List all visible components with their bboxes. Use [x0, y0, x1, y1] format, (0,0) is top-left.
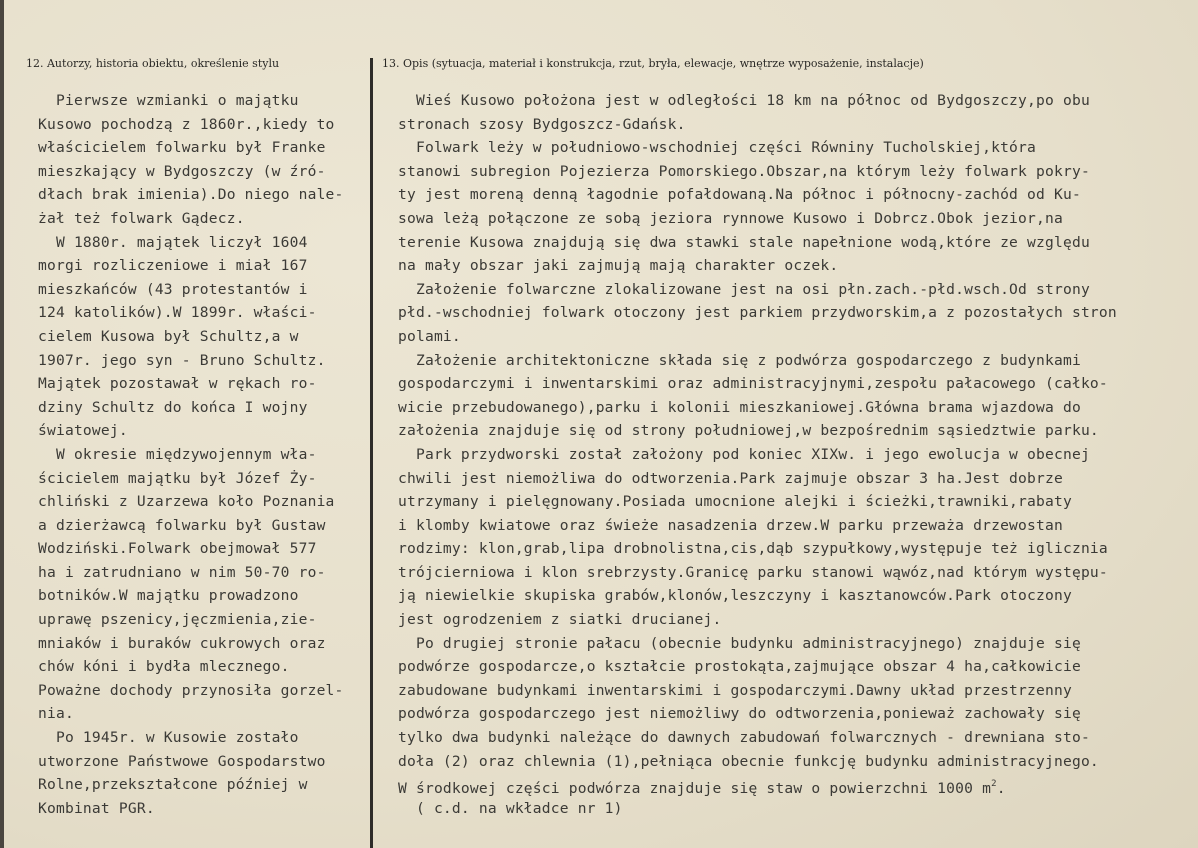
- text-line-content: cielem Kusowa był Schultz,a w: [38, 327, 299, 345]
- text-line-content: Majątek pozostawał w rękach ro-: [38, 375, 317, 393]
- text-line: [398, 183, 1198, 207]
- text-line: [38, 89, 370, 113]
- text-line: [38, 797, 370, 821]
- text-line: [38, 183, 370, 207]
- text-line-content: Założenie folwarczne zlokalizowane jest na osi płn.zach.-płd.wsch.Od strony: [398, 280, 1090, 298]
- text-line-content: Kusowo pochodzą z 1860r.,kiedy to: [38, 115, 335, 133]
- text-line-content: podwórze gospodarcze,o kształcie prostokąta,zajmujące obszar 4 ha,całkowicie: [398, 658, 1081, 676]
- text-line-content: na mały obszar jaki zajmują mają charakter oczek.: [398, 257, 839, 275]
- text-line: [398, 726, 1198, 750]
- text-line: [38, 773, 370, 797]
- text-line-content: gospodarczymi i inwentarskimi oraz administracyjnymi,zespołu pałacowego (całko-: [398, 375, 1108, 393]
- text-line-content: podwórza gospodarczego jest niemożliwy do odtworzenia,ponieważ zachowały się: [398, 705, 1081, 723]
- text-line: [398, 679, 1198, 703]
- text-line: [38, 301, 370, 325]
- text-line-content: ( c.d. na wkładce nr 1): [398, 799, 623, 817]
- text-line-content: Po drugiej stronie pałacu (obecnie budynku administracyjnego) znajduje się: [398, 634, 1081, 652]
- text-line: [398, 584, 1198, 608]
- text-line-content: terenie Kusowa znajdują się dwa stawki stale napełnione wodą,które ze względu: [398, 233, 1090, 251]
- text-line-content: i klomby kwiatowe oraz świeże nasadzenia drzew.W parku przeważa drzewostan: [398, 516, 1063, 534]
- text-line: [38, 396, 370, 420]
- text-line-content: Wieś Kusowo położona jest w odległości 18 km na północ od Bydgoszczy,po obu: [398, 92, 1090, 109]
- text-line-content: światowej.: [38, 422, 128, 440]
- text-line-content: trójcierniowa i klon srebrzysty.Granicę parku stanowi wąwóz,nad którym występu-: [398, 563, 1108, 581]
- text-line-content: zabudowane budynkami inwentarskimi i gospodarczymi.Dawny układ przestrzenny: [398, 681, 1072, 699]
- text-line: [38, 490, 370, 514]
- page-edge: [0, 0, 4, 848]
- superscript-suffix: .: [996, 780, 1006, 798]
- text-line: [398, 136, 1198, 160]
- text-line: [398, 750, 1198, 774]
- text-line-content: stanowi subregion Pojezierza Pomorskiego.Obszar,na którym leży folwark pokry-: [398, 162, 1090, 180]
- text-line: [398, 278, 1198, 302]
- text-line-content: jest ogrodzeniem z siatki drucianej.: [398, 611, 722, 629]
- text-line: [38, 467, 370, 491]
- text-line-content: botników.W majątku prowadzono: [38, 587, 299, 605]
- text-line: [398, 396, 1198, 420]
- text-line-content: ty jest moreną denną łagodnie pofałdowaną.Na północ i północny-zachód od Ku-: [398, 186, 1081, 204]
- text-line-content: Poważne dochody przynosiła gorzel-: [38, 681, 344, 699]
- text-line-content: 124 katolików).W 1899r. właści-: [38, 304, 317, 322]
- text-line-content: mieszkający w Bydgoszczy (w źró-: [38, 162, 326, 180]
- text-line: [398, 655, 1198, 679]
- text-line-content: chwili jest niemożliwa do odtworzenia.Park zajmuje obszar 3 ha.Jest dobrze: [398, 469, 1063, 487]
- text-line: [38, 443, 370, 467]
- text-line-content: morgi rozliczeniowe i miał 167: [38, 257, 308, 275]
- text-line: [398, 254, 1198, 278]
- text-line: [398, 301, 1198, 325]
- text-line: [38, 113, 370, 137]
- text-line: [38, 325, 370, 349]
- text-line: [398, 89, 1198, 113]
- text-line-content: dziny Schultz do końca I wojny: [38, 398, 308, 416]
- text-line-content: ścicielem majątku był Józef Ży-: [38, 469, 317, 487]
- text-line-content: utworzone Państwowe Gospodarstwo: [38, 752, 326, 770]
- text-line-content: 1907r. jego syn - Bruno Schultz.: [38, 351, 326, 369]
- text-line-content: uprawę pszenicy,jęczmienia,zie-: [38, 611, 317, 629]
- text-line: [398, 561, 1198, 585]
- text-line-content: chów kóni i bydła mlecznego.: [38, 658, 290, 676]
- text-line-content: Rolne,przekształcone później w: [38, 776, 308, 794]
- text-line: [398, 608, 1198, 632]
- text-line-content: polami.: [398, 327, 461, 345]
- text-line-content: Folwark leży w południowo-wschodniej części Równiny Tucholskiej,która: [398, 139, 1037, 157]
- text-line: [398, 702, 1198, 726]
- text-line: [38, 207, 370, 231]
- area-unit-superscript: 2: [991, 779, 997, 790]
- text-line: [398, 160, 1198, 184]
- text-line: [38, 278, 370, 302]
- text-line-content: właścicielem folwarku był Franke: [38, 139, 326, 157]
- text-line: [38, 632, 370, 656]
- text-line: [398, 797, 1198, 821]
- text-line: [398, 419, 1198, 443]
- text-line-content: wicie przebudowanego),parku i kolonii mieszkaniowej.Główna brama wjazdowa do: [398, 398, 1081, 416]
- text-line-content: Park przydworski został założony pod koniec XIXw. i jego ewolucja w obecnej: [398, 445, 1090, 463]
- text-line-content: chliński z Uzarzewa koło Poznania: [38, 493, 335, 511]
- section-12-header: 12. Autorzy, historia obiektu, określenie stylu: [26, 57, 280, 70]
- text-line-content: sowa leżą połączone ze sobą jeziora rynnowe Kusowo i Dobrcz.Obok jezior,na: [398, 209, 1063, 227]
- text-line-content: ją niewielkie skupiska grabów,klonów,leszczyny i kasztanowców.Park otoczony: [398, 587, 1072, 605]
- description-column: [398, 89, 1198, 820]
- text-line-content: utrzymany i pielęgnowany.Posiada umocnione alejki i ścieżki,trawniki,rabaty: [398, 493, 1072, 511]
- text-line: [38, 537, 370, 561]
- text-line-content: Po 1945r. w Kusowie zostało: [38, 729, 299, 747]
- text-line: [38, 655, 370, 679]
- text-line: [38, 231, 370, 255]
- text-line: [38, 372, 370, 396]
- text-line: [398, 113, 1198, 137]
- text-line: [398, 207, 1198, 231]
- text-line-content: doła (2) oraz chlewnia (1),pełniąca obecnie funkcję budynku administracyjnego.: [398, 752, 1099, 770]
- text-line: [398, 349, 1198, 373]
- text-line: [398, 514, 1198, 538]
- text-line: [38, 160, 370, 184]
- text-line-content: mieszkańców (43 protestantów i: [38, 280, 308, 298]
- text-line: [38, 726, 370, 750]
- text-line-content: W okresie międzywojennym wła-: [38, 445, 317, 463]
- text-line-content: W środkowej części podwórza znajduje się staw o powierzchni 1000 m: [398, 780, 992, 798]
- text-line-content: mniaków i buraków cukrowych oraz: [38, 634, 326, 652]
- text-line: [398, 773, 1198, 797]
- text-line: [398, 325, 1198, 349]
- text-line: [398, 231, 1198, 255]
- text-line-content: tylko dwa budynki należące do dawnych zabudowań folwarcznych - drewniana sto-: [398, 729, 1090, 747]
- text-line-content: ha i zatrudniano w nim 50-70 ro-: [38, 563, 326, 581]
- text-line-content: stronach szosy Bydgoszcz-Gdańsk.: [398, 115, 686, 133]
- text-line: [38, 584, 370, 608]
- text-line: [38, 679, 370, 703]
- text-line: [38, 514, 370, 538]
- text-line-content: Kombinat PGR.: [38, 799, 155, 817]
- text-line: [398, 443, 1198, 467]
- text-line-content: Założenie architektoniczne składa się z podwórza gospodarczego z budynkami: [398, 351, 1081, 369]
- text-line: [398, 490, 1198, 514]
- text-line-content: Pierwsze wzmianki o majątku: [38, 92, 299, 109]
- text-line: [38, 254, 370, 278]
- text-line: [398, 372, 1198, 396]
- text-line: [38, 561, 370, 585]
- text-line-content: W 1880r. majątek liczył 1604: [38, 233, 308, 251]
- text-line-content: rodzimy: klon,grab,lipa drobnolistna,cis,dąb szypułkowy,występuje też iglicznia: [398, 540, 1108, 558]
- text-line-content: żał też folwark Gądecz.: [38, 209, 245, 227]
- text-line: [38, 750, 370, 774]
- text-line: [38, 608, 370, 632]
- text-line: [398, 537, 1198, 561]
- history-column: [38, 89, 370, 820]
- text-line-content: a dzierżawcą folwarku był Gustaw: [38, 516, 326, 534]
- text-line-content: założenia znajduje się od strony południowej,w bezpośrednim sąsiedztwie parku.: [398, 422, 1099, 440]
- text-line: [38, 419, 370, 443]
- text-line: [38, 136, 370, 160]
- text-line: [38, 702, 370, 726]
- text-line-content: Wodziński.Folwark obejmował 577: [38, 540, 317, 558]
- column-divider: [370, 58, 373, 848]
- text-line-content: dłach brak imienia).Do niego nale-: [38, 186, 344, 204]
- text-line: [398, 467, 1198, 491]
- text-line-content: nia.: [38, 705, 74, 723]
- section-13-header: 13. Opis (sytuacja, materiał i konstrukcja, rzut, bryła, elewacje, wnętrze wyposażenie, instalacje): [382, 57, 924, 70]
- text-line-content: płd.-wschodniej folwark otoczony jest parkiem przydworskim,a z pozostałych stron: [398, 304, 1117, 322]
- text-line: [398, 632, 1198, 656]
- text-line: [38, 349, 370, 373]
